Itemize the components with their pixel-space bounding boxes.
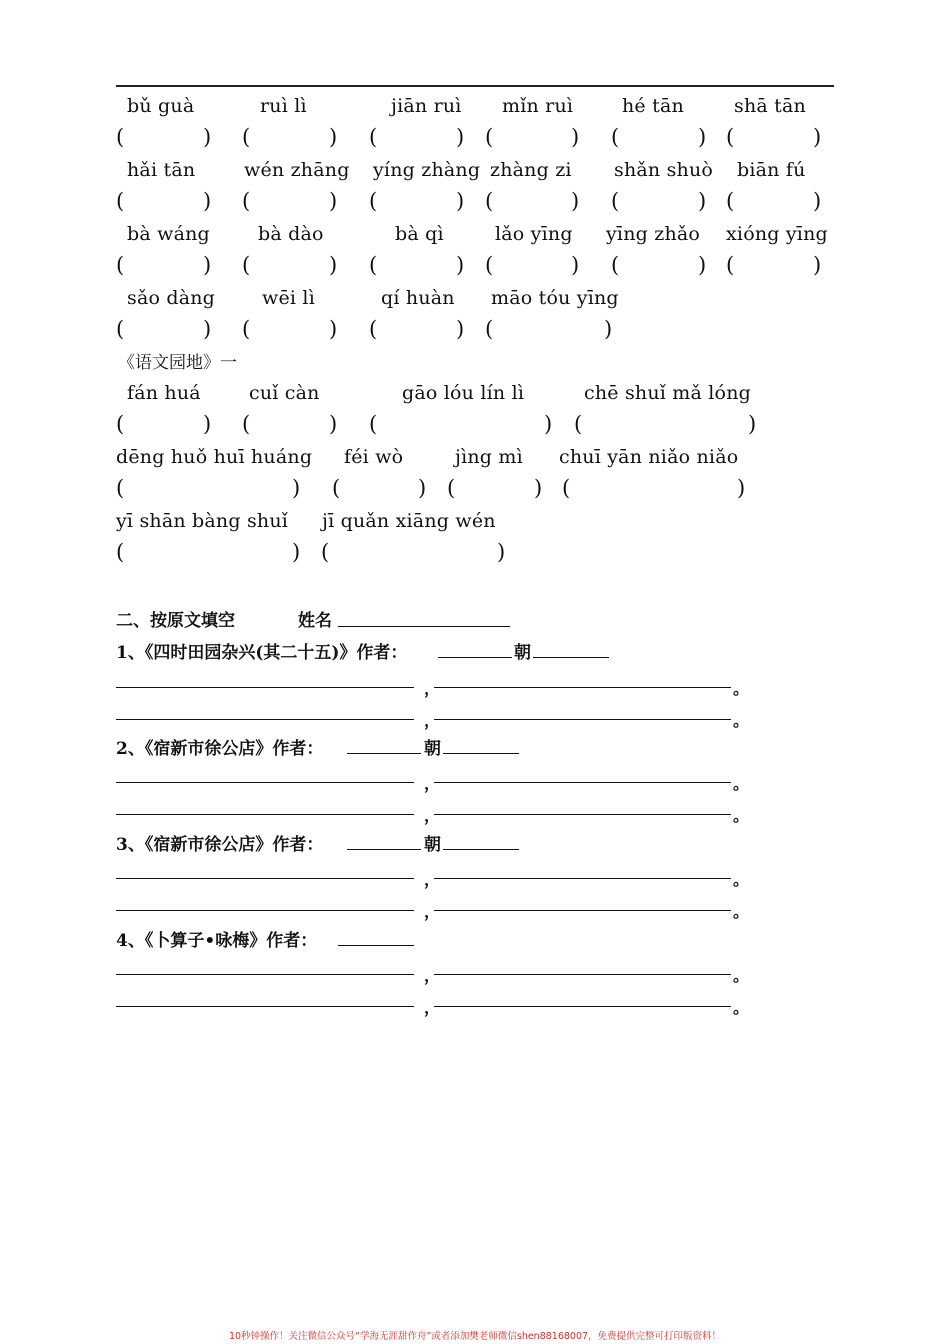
answer-line[interactable] xyxy=(434,910,731,911)
bracket-close: ) xyxy=(292,476,301,500)
bracket-open: ( xyxy=(116,540,125,564)
answer-line[interactable] xyxy=(434,687,731,688)
answer-line[interactable] xyxy=(116,878,414,879)
period-mark: 。 xyxy=(733,774,750,793)
pinyin-item: chē shuǐ mǎ lóng xyxy=(584,382,752,404)
bracket-close: ) xyxy=(456,189,465,213)
pinyin-item: chuī yān niǎo niǎo xyxy=(559,446,739,468)
bracket-open: ( xyxy=(116,317,125,341)
pinyin-item: shǎn shuò xyxy=(614,159,714,181)
pinyin-item: bà wáng xyxy=(127,223,210,245)
bracket-close: ) xyxy=(544,412,553,436)
comma-mark: ， xyxy=(424,902,441,921)
bracket-close: ) xyxy=(737,476,746,500)
pinyin-item: lǎo yīng xyxy=(495,223,573,245)
answer-line[interactable] xyxy=(434,1006,731,1007)
bracket-close: ) xyxy=(203,412,212,436)
bracket-open: ( xyxy=(242,412,251,436)
bracket-close: ) xyxy=(203,189,212,213)
pinyin-item: jī quǎn xiāng wén xyxy=(322,510,496,532)
bracket-close: ) xyxy=(456,317,465,341)
pinyin-item: yíng zhàng xyxy=(373,159,481,181)
bracket-open: ( xyxy=(611,253,620,277)
bracket-close: ) xyxy=(748,412,757,436)
answer-line[interactable] xyxy=(116,782,414,783)
bracket-close: ) xyxy=(813,125,822,149)
bracket-open: ( xyxy=(485,317,494,341)
period-mark: 。 xyxy=(733,711,750,730)
bracket-close: ) xyxy=(497,540,506,564)
pinyin-item: qí huàn xyxy=(381,287,455,309)
bracket-open: ( xyxy=(332,476,341,500)
pinyin-item: yīng zhǎo xyxy=(606,223,701,245)
bracket-open: ( xyxy=(369,253,378,277)
pinyin-item: fán huá xyxy=(127,382,201,404)
question-title: 3、《宿新市徐公店》作者： xyxy=(116,835,324,855)
answer-line[interactable] xyxy=(434,974,731,975)
bracket-open: ( xyxy=(321,540,330,564)
comma-mark: ， xyxy=(424,774,441,793)
bracket-close: ) xyxy=(329,189,338,213)
comma-mark: ， xyxy=(424,870,441,889)
bracket-close: ) xyxy=(329,317,338,341)
pinyin-item: hé tān xyxy=(622,95,684,117)
author-blank[interactable] xyxy=(438,657,512,658)
pinyin-item: xióng yīng xyxy=(726,223,828,245)
dynasty-label: 朝 xyxy=(424,739,441,759)
question-title: 4、《卜算子•咏梅》作者： xyxy=(116,931,318,951)
pinyin-item: māo tóu yīng xyxy=(491,287,619,309)
question-title: 2、《宿新市徐公店》作者： xyxy=(116,739,324,759)
bracket-close: ) xyxy=(571,125,580,149)
bracket-open: ( xyxy=(242,317,251,341)
bracket-open: ( xyxy=(116,412,125,436)
dynasty-blank[interactable] xyxy=(443,849,519,850)
bracket-open: ( xyxy=(485,125,494,149)
bracket-close: ) xyxy=(292,540,301,564)
bracket-close: ) xyxy=(604,317,613,341)
bracket-close: ) xyxy=(698,189,707,213)
comma-mark: ， xyxy=(424,679,441,698)
bracket-close: ) xyxy=(813,253,822,277)
author-blank[interactable] xyxy=(347,753,421,754)
bracket-open: ( xyxy=(369,189,378,213)
pinyin-item: wén zhāng xyxy=(244,159,350,181)
bracket-close: ) xyxy=(534,476,543,500)
bracket-close: ) xyxy=(698,253,707,277)
bracket-close: ) xyxy=(456,125,465,149)
comma-mark: ， xyxy=(424,966,441,985)
pinyin-item: bà dào xyxy=(258,223,324,245)
name-label: 姓名 xyxy=(298,611,332,631)
dynasty-label: 朝 xyxy=(514,643,531,663)
bracket-close: ) xyxy=(203,317,212,341)
period-mark: 。 xyxy=(733,806,750,825)
answer-line[interactable] xyxy=(116,719,414,720)
dynasty-label: 朝 xyxy=(424,835,441,855)
period-mark: 。 xyxy=(733,870,750,889)
bracket-open: ( xyxy=(116,125,125,149)
bracket-open: ( xyxy=(485,189,494,213)
comma-mark: ， xyxy=(424,998,441,1017)
bracket-open: ( xyxy=(726,125,735,149)
answer-line[interactable] xyxy=(116,687,414,688)
answer-line[interactable] xyxy=(116,814,414,815)
top-rule xyxy=(116,85,834,87)
bracket-close: ) xyxy=(698,125,707,149)
bracket-open: ( xyxy=(447,476,456,500)
bracket-open: ( xyxy=(369,125,378,149)
bracket-close: ) xyxy=(329,125,338,149)
author-blank[interactable] xyxy=(338,945,414,946)
answer-line[interactable] xyxy=(434,878,731,879)
bracket-open: ( xyxy=(242,189,251,213)
bracket-open: ( xyxy=(242,253,251,277)
name-field-line[interactable] xyxy=(338,626,510,627)
bracket-open: ( xyxy=(611,189,620,213)
answer-line[interactable] xyxy=(434,814,731,815)
bracket-close: ) xyxy=(571,253,580,277)
dynasty-blank[interactable] xyxy=(443,753,519,754)
answer-line[interactable] xyxy=(434,782,731,783)
bracket-open: ( xyxy=(562,476,571,500)
bracket-close: ) xyxy=(418,476,427,500)
bracket-close: ) xyxy=(813,189,822,213)
bracket-open: ( xyxy=(726,189,735,213)
bracket-open: ( xyxy=(485,253,494,277)
bracket-open: ( xyxy=(726,253,735,277)
bracket-open: ( xyxy=(369,317,378,341)
bracket-close: ) xyxy=(203,253,212,277)
pinyin-item: biān fú xyxy=(737,159,806,181)
comma-mark: ， xyxy=(424,711,441,730)
pinyin-item: bà qì xyxy=(395,223,444,245)
bracket-open: ( xyxy=(574,412,583,436)
pinyin-item: dēng huǒ huī huáng xyxy=(116,446,313,468)
pinyin-item: cuǐ càn xyxy=(249,382,320,404)
pinyin-item: gāo lóu lín lì xyxy=(402,382,525,404)
pinyin-item: jiān ruì xyxy=(391,95,462,117)
pinyin-item: mǐn ruì xyxy=(502,95,574,117)
bracket-open: ( xyxy=(116,189,125,213)
pinyin-item: wēi lì xyxy=(262,287,315,309)
pinyin-item: ruì lì xyxy=(260,95,307,117)
pinyin-item: jìng mì xyxy=(455,446,523,468)
bracket-open: ( xyxy=(369,412,378,436)
pinyin-item: sǎo dàng xyxy=(127,287,216,309)
bracket-close: ) xyxy=(203,125,212,149)
bracket-close: ) xyxy=(571,189,580,213)
dynasty-blank[interactable] xyxy=(533,657,609,658)
pinyin-item: yī shān bàng shuǐ xyxy=(116,510,289,532)
pinyin-item: shā tān xyxy=(734,95,806,117)
bracket-close: ) xyxy=(456,253,465,277)
pinyin-item: féi wò xyxy=(344,446,404,468)
period-mark: 。 xyxy=(733,966,750,985)
answer-line[interactable] xyxy=(116,974,414,975)
section-garden-heading: 《语文园地》一 xyxy=(118,353,237,373)
pinyin-item: hǎi tān xyxy=(127,159,196,181)
answer-line[interactable] xyxy=(116,1006,414,1007)
author-blank[interactable] xyxy=(347,849,421,850)
period-mark: 。 xyxy=(733,902,750,921)
bracket-open: ( xyxy=(116,476,125,500)
section2-title: 二、按原文填空 xyxy=(116,611,235,631)
answer-line[interactable] xyxy=(116,910,414,911)
bracket-close: ) xyxy=(329,253,338,277)
bracket-open: ( xyxy=(611,125,620,149)
period-mark: 。 xyxy=(733,679,750,698)
pinyin-item: bǔ guà xyxy=(127,95,195,117)
comma-mark: ， xyxy=(424,806,441,825)
bracket-open: ( xyxy=(242,125,251,149)
promo-footer: 10秒钟操作！关注微信公众号“学海无涯甜作舟”或者添加樊老师微信shen88168007，免费提供完整可打印版资料！ xyxy=(228,1331,722,1342)
bracket-close: ) xyxy=(329,412,338,436)
bracket-open: ( xyxy=(116,253,125,277)
answer-line[interactable] xyxy=(434,719,731,720)
period-mark: 。 xyxy=(733,998,750,1017)
question-title: 1、《四时田园杂兴(其二十五)》作者： xyxy=(116,643,408,663)
pinyin-item: zhàng zi xyxy=(490,159,572,181)
